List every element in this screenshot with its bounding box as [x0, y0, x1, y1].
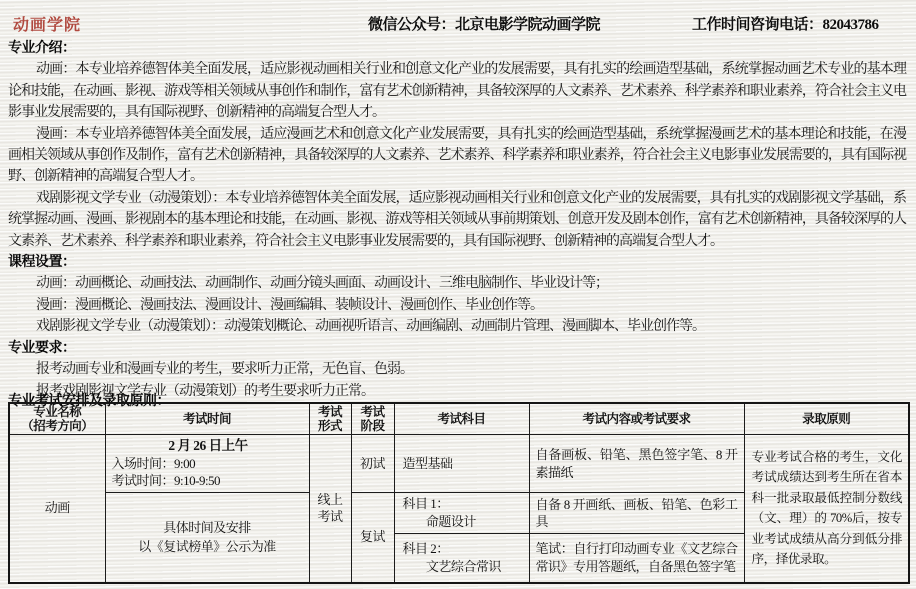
- table-row: [9, 435, 909, 493]
- cell-major: 动画: [9, 435, 105, 583]
- page-header: [8, 12, 906, 32]
- header-exam-stage: 考试 阶段: [351, 403, 394, 435]
- section-heading-intro: 专业介绍：: [8, 41, 76, 56]
- cell-content-1: 自备画板、铅笔、黑色签字笔、8 开素描纸: [529, 435, 744, 493]
- section-heading-exam: 专业考试安排及录取原则：: [8, 393, 170, 409]
- header-exam-form: 考试 形式: [309, 403, 351, 435]
- course-item-animation: 动画：动画概论、动画技法、动画制作、动画分镜头画面、动画设计、三维电脑制作、毕业设计等；: [36, 276, 608, 292]
- cell-content-2: 自备 8 开画纸、画板、铅笔、色彩工具: [529, 493, 744, 534]
- exam-schedule-table: [8, 402, 910, 584]
- cell-subject-1: 造型基础: [394, 435, 529, 493]
- cell-first-exam-time: [105, 435, 309, 493]
- section-heading-requirements: 专业要求：: [8, 340, 76, 356]
- intro-paragraph-animation: 动画：本专业培养德智体美全面发展，适应影视动画相关行业和创意文化产业的发展需要，具有扎实的绘画造型基础，系统掌握动画艺术专业的基本理论和技能，在动画、影视、游戏等相关领域从事创作和制作，富有艺术创新精神，具备较深厚的人文素养、艺术素养、科学素养和职业素养，符合社会主义电影事业发展需要的，具有国际视野、创新精神的高端复合型人才。: [8, 62, 906, 121]
- header-exam-time: 考试时间: [105, 403, 309, 435]
- exam-time: 考试时间：9:10-9:50: [111, 473, 221, 488]
- header-exam-content: 考试内容或考试要求: [529, 403, 744, 435]
- requirement-item-2: 报考戏剧影视文学专业（动漫策划）的考生要求听力正常。: [36, 383, 374, 399]
- cell-stage-retest: 复试: [351, 493, 394, 583]
- course-item-screenwriting: 戏剧影视文学专业（动漫策划）：动漫策划概论、动画视听语言、动画编剧、动画制片管理、漫画脚本、毕业创作等。: [36, 319, 705, 335]
- wechat-account-label: 微信公众号：北京电影学院动画学院: [368, 17, 601, 33]
- requirement-item-1: 报考动画专业和漫画专业的考生，要求听力正常，无色盲、色弱。: [36, 362, 413, 378]
- cell-subject-3: 科目 2： 文艺综合常识: [394, 534, 529, 583]
- entry-time: 入场时间：9:00: [111, 455, 196, 471]
- cell-retest-time: 具体时间及安排 以《复试榜单》公示为准: [105, 493, 309, 583]
- header-exam-subject: 考试科目: [394, 403, 529, 435]
- cell-admission-principle: 专业考试合格的考生，文化考试成绩达到考生所在省本科一批录取最低控制分数线（文、理）的 70%后，按专业考试成绩从高分到低分排序，择优录取。: [744, 435, 909, 583]
- header-major: 专业名称 （招考方向）: [9, 403, 105, 435]
- intro-paragraph-screenwriting: 戏剧影视文学专业（动漫策划）：本专业培养德智体美全面发展，适应影视动画相关行业和创意文化产业的发展需要，具有扎实的戏剧影视文学基础，系统掌握动画、漫画、影视剧本的基本理论和技能，在动画、影视、游戏等相关领域从事前期策划、创意开发及剧本创作，富有艺术创新精神，具备较深厚的人文素养、艺术素养、科学素养和职业素养，符合社会主义电影事业发展需要的，具有国际视野、创新精神的高端复合型人才。: [8, 190, 906, 249]
- phone-label: 工作时间咨询电话：82043786: [692, 17, 879, 33]
- cell-content-3: 笔试：自行打印动画专业《文艺综合常识》专用答题纸，自备黑色签字笔: [529, 534, 744, 583]
- cell-subject-2: 科目 1： 命题设计: [394, 493, 529, 534]
- cell-exam-form: 线上 考试: [309, 435, 351, 583]
- table-header-row: [9, 403, 909, 435]
- intro-paragraph-comics: 漫画：本专业培养德智体美全面发展，适应漫画艺术和创意文化产业发展需要，具有扎实的绘画造型基础，系统掌握漫画艺术的基本理论和技能，在漫画相关领域从事创作及制作，富有艺术创新精神，具备较深厚的人文素养、艺术素养、科学素养和职业素养，符合社会主义电影事业发展需要的，具有国际视野、创新精神的高端复合型人才。: [8, 126, 906, 185]
- first-exam-date: 2 月 26 日上午: [168, 438, 248, 453]
- course-item-comics: 漫画：漫画概论、漫画技法、漫画设计、漫画编辑、装帧设计、漫画创作、毕业创作等。: [36, 297, 543, 313]
- page-title: 动画学院: [13, 17, 82, 34]
- section-heading-courses: 课程设置：: [8, 255, 76, 271]
- document-body: [8, 38, 906, 412]
- header-admission-principle: 录取原则: [744, 403, 909, 435]
- cell-stage-first: 初试: [351, 435, 394, 493]
